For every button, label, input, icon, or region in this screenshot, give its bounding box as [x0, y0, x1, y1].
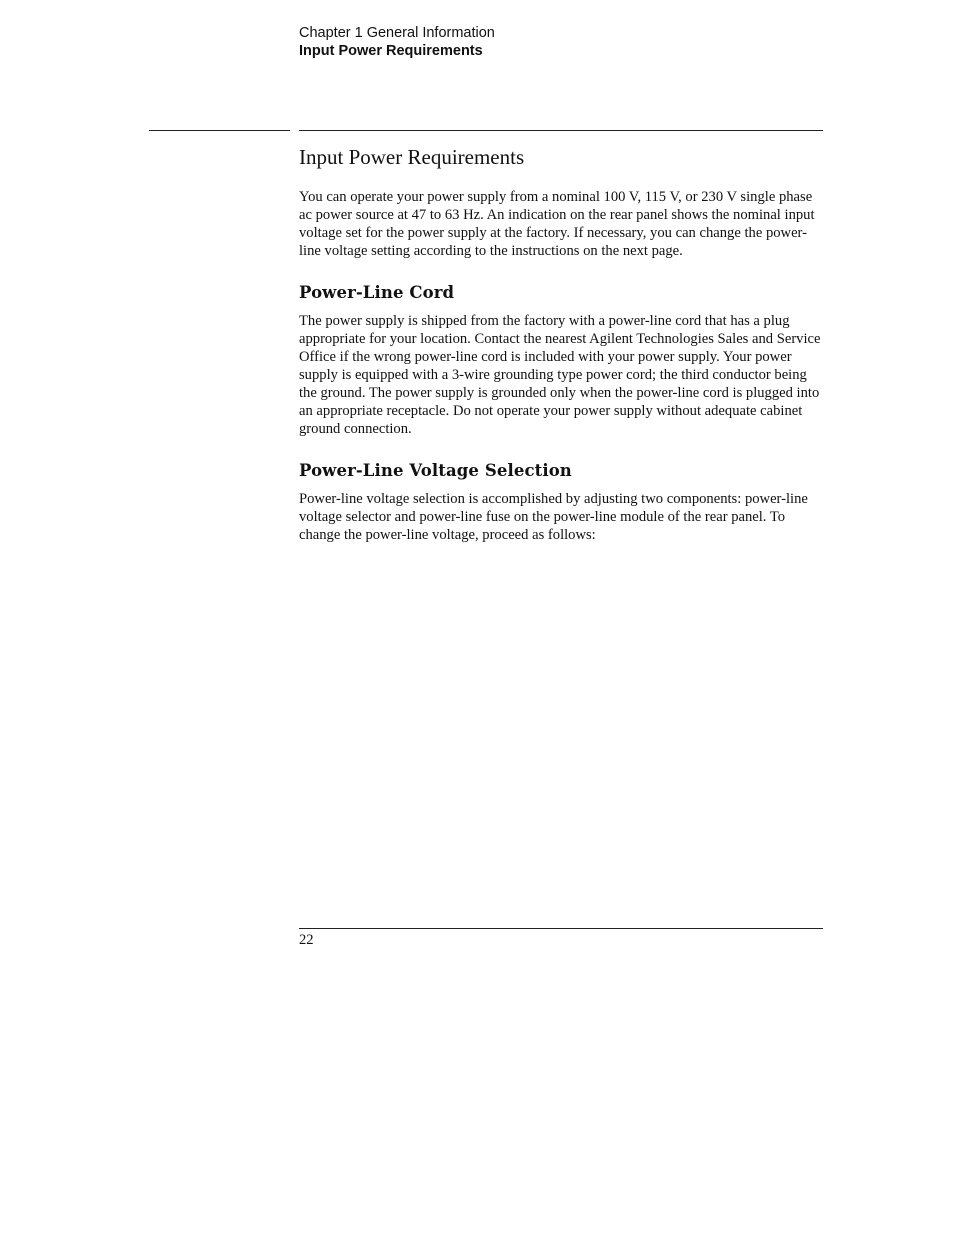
section-heading-voltage-selection: Power-Line Voltage Selection	[299, 461, 572, 480]
section-body-voltage-selection: Power-line voltage selection is accomplished by adjusting two components: power-line voltage selector and power-line fuse on the power-line module of the rear panel. To change the power-line voltage, proceed as follows:	[299, 491, 808, 543]
page-content	[299, 144, 823, 566]
section-label: Input Power Requirements	[299, 43, 483, 59]
page-number: 22	[299, 932, 314, 948]
chapter-label: Chapter 1 General Information	[299, 25, 495, 41]
section-body-power-line-cord: The power supply is shipped from the factory with a power-line cord that has a plug appropriate for your location. Contact the nearest Agilent Technologies Sales and Service Office if the wrong power-line cord is included with your power supply. Your power supply is equipped with a 3-wire grounding type power cord; the third conductor being the ground. The power supply is grounded only when the power-line cord is plugged into an appropriate receptacle. Do not operate your power supply without adequate cabinet ground connection.	[299, 313, 821, 437]
page-title: Input Power Requirements	[299, 145, 525, 169]
section-heading-power-line-cord: Power-Line Cord	[299, 283, 455, 302]
intro-paragraph: You can operate your power supply from a nominal 100 V, 115 V, or 230 V single phase ac power source at 47 to 63 Hz. An indication on the rear panel shows the nominal input voltage set for the power supply at the factory. If necessary, you can change the power-line voltage setting according to the instructions on the next page.	[299, 189, 815, 259]
header-rule	[299, 130, 823, 131]
footer-rule	[299, 928, 823, 929]
running-head	[299, 24, 495, 60]
margin-rule	[149, 130, 290, 131]
